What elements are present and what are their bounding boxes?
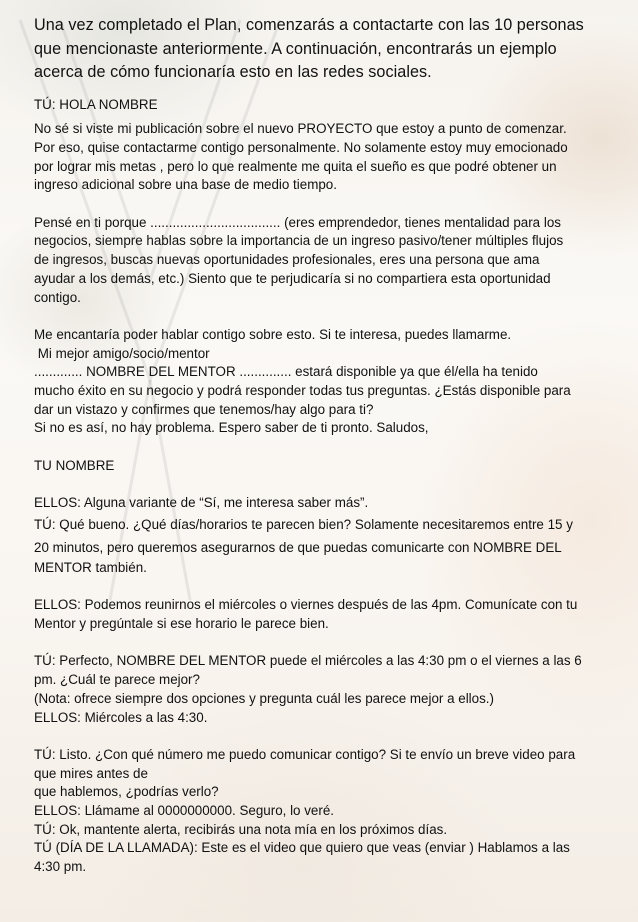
intro-line: acerca de cómo funcionaría esto en las redes sociales. [34,63,432,81]
text-line: Pensé en ti porque ................................... (eres emprendedor, tienes mentalidad para los [34,214,561,230]
text-line: por lograr mis metas , pero lo que realmente me quita el sueño es que podré obtener un [34,158,557,174]
text-line: que hablemos, ¿podrías verlo? [34,784,219,800]
text-line: ............. NOMBRE DEL MENTOR .............. estará disponible ya que él/ella ha tenido [34,364,538,380]
text-line: TÚ: Listo. ¿Con qué número me puedo comunicar contigo? Si te envío un breve video para [34,746,576,762]
intro-paragraph [34,14,624,85]
intro-line: que mencionaste anteriormente. A continuación, encontrarás un ejemplo [34,39,557,58]
text-line: 4:30 pm. [34,859,87,875]
text-line: TÚ: Qué bueno. ¿Qué días/horarios te parecen bien? Solamente necesitaremos entre 15 y [34,516,573,532]
text-line: MENTOR también. [34,559,147,575]
text-line: pm. ¿Cuál te parece mejor? [34,672,200,688]
text-line: ELLOS: Llámame al 0000000000. Seguro, lo veré. [34,803,334,818]
text-line: TÚ: Perfecto, NOMBRE DEL MENTOR puede el miércoles a las 4:30 pm o el viernes a las 6 [34,653,582,669]
document-body [34,14,624,877]
signature-line: TU NOMBRE [34,457,115,473]
text-line: Por eso, quise contactarme contigo personalmente. No solamente estoy muy emocionado [34,139,568,155]
text-line: ingreso adicional sobre una base de medio tiempo. [34,177,337,193]
message-paragraph-1 [34,120,624,195]
dialogue-block-4 [34,746,624,877]
dialogue-block-1 [34,494,624,577]
text-line: mucho éxito en su negocio y podrá responder todas tus preguntas. ¿Estás disponible para [34,383,571,399]
text-line: (Nota: ofrece siempre dos opciones y pregunta cuál les parece mejor a ellos.) [34,690,494,706]
text-line: Me encantaría poder hablar contigo sobre esto. Si te interesa, puedes llamarme. [34,326,512,342]
greeting-line: TÚ: HOLA NOMBRE [34,96,158,112]
message-paragraph-2 [34,214,624,308]
message-paragraph-3 [34,326,624,438]
text-line: de ingresos, buscas nuevas oportunidades profesionales, eres una persona que ama [34,252,540,268]
dialogue-block-3 [34,652,624,727]
text-line: contigo. [34,289,81,305]
text-line: No sé si viste mi publicación sobre el nuevo PROYECTO que estoy a punto de comenzar. [34,121,567,137]
text-line: Si no es así, no hay problema. Espero saber de ti pronto. Saludos, [34,420,429,436]
text-line: ELLOS: Miércoles a las 4:30. [34,709,208,725]
dialogue-block-2 [34,596,624,633]
text-line: Mi mejor amigo/socio/mentor [34,345,210,361]
text-line: ELLOS: Alguna variante de “Sí, me interesa saber más”. [34,495,369,511]
text-line: Mentor y pregúntale si ese horario le parece bien. [34,616,329,631]
text-line: TÚ: Ok, mantente alerta, recibirás una nota mía en los próximos días. [34,821,448,837]
text-line: TÚ (DÍA DE LA LLAMADA): Este es el video que quiero que veas (enviar ) Hablamos a las [34,840,570,856]
text-line: que mires antes de [34,765,148,781]
text-line: 20 minutos, pero queremos asegurarnos de que puedas comunicarte con NOMBRE DEL [34,539,562,555]
intro-line: Una vez completado el Plan, comenzarás a contactarte con las 10 personas [34,16,584,34]
text-line: dar un vistazo y confirmes que tenemos/hay algo para ti? [34,401,374,417]
text-line: negocios, siempre hablas sobre la importancia de un ingreso pasivo/tener múltiples flujos [34,233,564,249]
text-line: ayudar a los demás, etc.) Siento que te perjudicaría si no compartiera esta oportunidad [34,270,551,286]
text-line: ELLOS: Podemos reunirnos el miércoles o viernes después de las 4pm. Comunícate con tu [34,597,578,613]
